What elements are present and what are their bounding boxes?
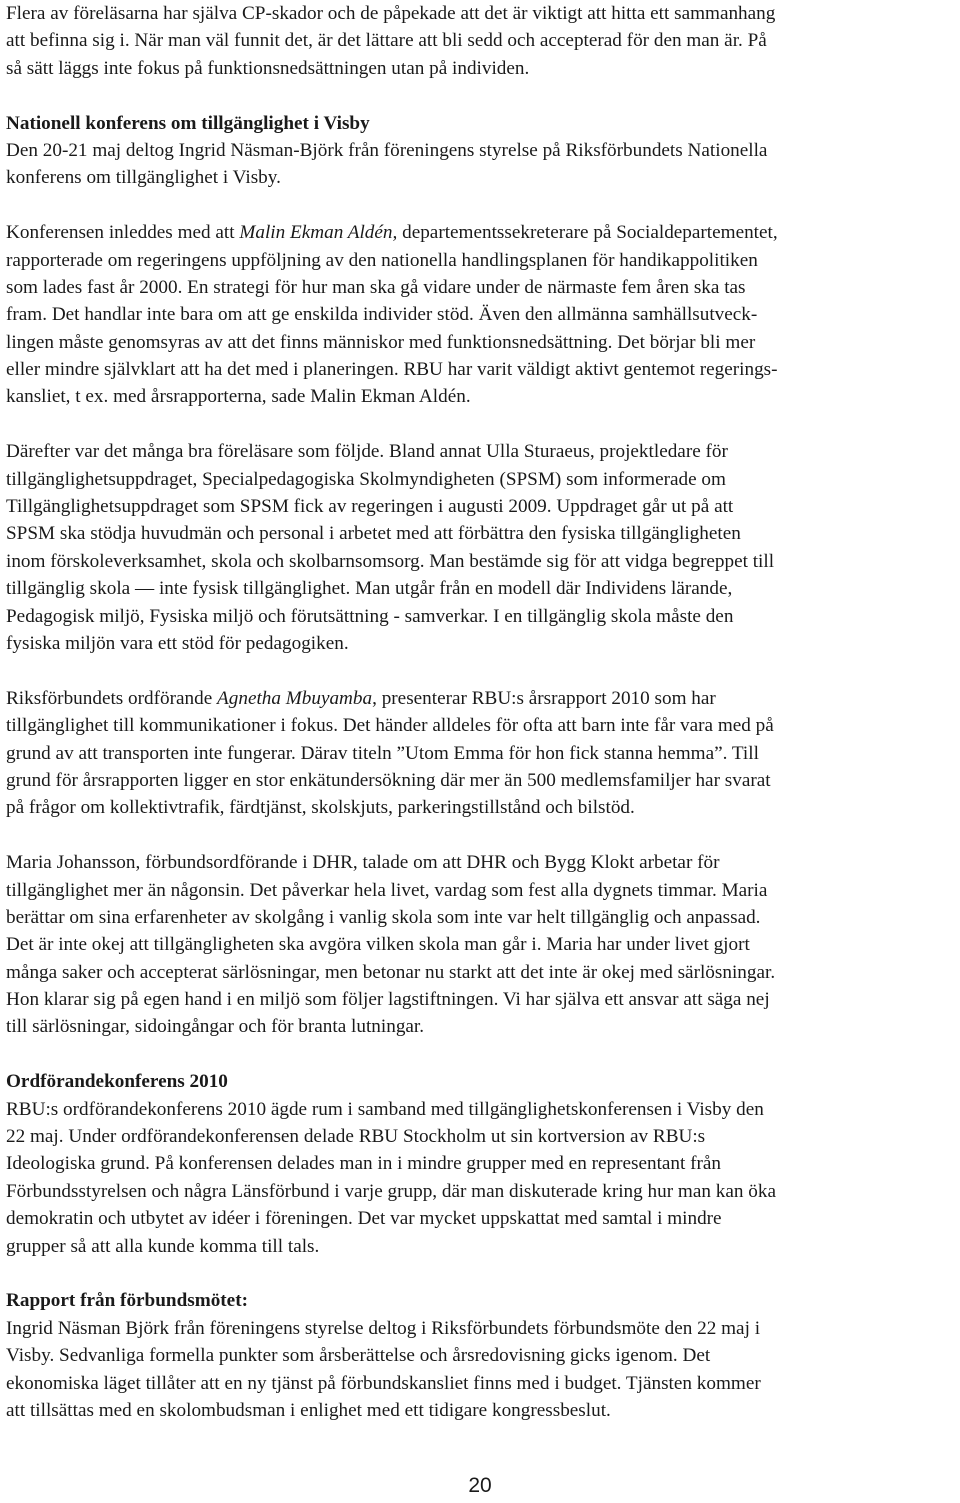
person-name: Malin Ekman Aldén, — [239, 222, 398, 244]
text-line: inom förskoleverksamhet, skola och skolbarnsomsorg. Man bestämde sig för att vidga begreppet till — [6, 550, 775, 572]
text-line: att tillsättas med en skolombudsman i enlighet med ett tidigare kongressbeslut. — [6, 1399, 611, 1421]
text-segment: Riksförbundets ordförande — [6, 687, 218, 709]
text-line: eller mindre självklart att ha det med i planeringen. RBU har varit väldigt aktivt gentemot regerings- — [6, 359, 778, 381]
text-line: tillgänglighet till kommunikationer i fokus. Det händer alldeles för ofta att barn inte får vara med på — [6, 715, 774, 737]
text-line: att befinna sig i. När man väl funnit det, är det lättare att bli sedd och accepterad för den man är. På — [6, 30, 767, 52]
text-line: fram. Det handlar inte bara om att ge enskilda individer stöd. Även den allmänna samhällsutveck- — [6, 304, 758, 326]
paragraph-gap — [6, 822, 956, 849]
text-line: ekonomiska läget tillåter att en ny tjänst på förbundskansliet finns med i budget. Tjänsten kommer — [6, 1372, 761, 1394]
text-segment: , presenterar RBU:s årsrapport 2010 som har — [372, 687, 716, 709]
text-line: Förbundsstyrelsen och några Länsförbund i varje grupp, där man diskuterade kring hur man kan öka — [6, 1180, 776, 1202]
text-line: tillgänglighetsuppdraget, Specialpedagogiska Skolmyndigheten (SPSM) som informerade om — [6, 468, 726, 490]
document-body — [6, 0, 956, 1424]
paragraph-gap — [6, 657, 956, 684]
paragraph-gap — [6, 192, 956, 219]
text-line: så sätt läggs inte fokus på funktionsnedsättningen utan på individen. — [6, 57, 530, 79]
paragraph-gap — [6, 82, 956, 109]
visby-paragraph-3 — [6, 438, 956, 657]
text-line — [6, 219, 956, 246]
text-line: konferens om tillgänglighet i Visby. — [6, 167, 281, 189]
text-line: kansliet, t ex. med årsrapporterna, sade Malin Ekman Aldén. — [6, 386, 471, 408]
ordforande-heading: Ordförandekonferens 2010 — [6, 1071, 228, 1093]
text-line: Pedagogisk miljö, Fysiska miljö och förutsättning - samverkar. I en tillgänglig skola måste den — [6, 605, 734, 627]
person-name: Agnetha Mbuyamba — [217, 687, 373, 709]
text-line: fysiska miljön vara ett stöd för pedagogiken. — [6, 632, 349, 654]
text-line: Flera av föreläsarna har själva CP-skador och de påpekade att det är viktigt att hitta ett sammanhang — [6, 3, 776, 24]
intro-paragraph — [6, 0, 956, 82]
text-line: Tillgänglighetsuppdraget som SPSM fick av regeringen i augusti 2009. Uppdraget går ut på att — [6, 496, 734, 518]
text-line: berättar om sina erfarenheter av skolgång i vanlig skola som inte var helt tillgänglig och anpassad. — [6, 906, 761, 928]
text-line: Ingrid Näsman Björk från föreningens styrelse deltog i Riksförbundets förbundsmöte den 22 maj i — [6, 1317, 761, 1339]
text-segment: Konferensen inleddes med att — [6, 222, 240, 244]
visby-paragraph-5 — [6, 849, 956, 1041]
visby-paragraph-2 — [6, 219, 956, 411]
text-segment: departementssekreterare på Socialdepartementet, — [397, 222, 778, 244]
text-line: tillgänglighet mer än någonsin. Det påverkar hela livet, vardag som fest alla dygnets timmar. Maria — [6, 879, 768, 901]
visby-paragraph-4 — [6, 685, 956, 822]
text-line: lingen måste genomsyras av att det finns människor med funktionsnedsättning. Det börjar bli mer — [6, 331, 756, 353]
page-number: 20 — [468, 1474, 492, 1497]
text-line: grund av att transporten inte fungerar. Därav titeln ”Utom Emma för hon fick stanna hemma”. Till — [6, 742, 759, 764]
ordforande-paragraph — [6, 1096, 956, 1260]
text-line: Det är inte okej att tillgängligheten ska avgöra vilken skola man går i. Maria har under livet gjort — [6, 934, 750, 956]
ordforande-section — [6, 1068, 956, 1260]
text-line: 22 maj. Under ordförandekonferensen delade RBU Stockholm ut sin kortversion av RBU:s — [6, 1126, 706, 1148]
text-line: på frågor om kollektivtrafik, färdtjänst, skolskjuts, parkeringstillstånd och bilstöd. — [6, 797, 635, 819]
visby-section — [6, 110, 956, 1041]
text-line: Den 20-21 maj deltog Ingrid Näsman-Björk från föreningens styrelse på Riksförbundets Nationella — [6, 139, 768, 161]
text-line: Maria Johansson, förbundsordförande i DHR, talade om att DHR och Bygg Klokt arbetar för — [6, 852, 720, 874]
text-line: Hon klarar sig på egen hand i en miljö som följer lagstiftningen. Vi har själva ett ansvar att säga nej — [6, 989, 770, 1011]
visby-heading: Nationell konferens om tillgänglighet i Visby — [6, 112, 370, 134]
text-line: RBU:s ordförandekonferens 2010 ägde rum i samband med tillgänglighetskonferensen i Visby den — [6, 1098, 764, 1120]
paragraph-gap — [6, 411, 956, 438]
text-line: Därefter var det många bra föreläsare som följde. Bland annat Ulla Sturaeus, projektledare för — [6, 441, 728, 463]
text-line: Ideologiska grund. På konferensen delades man in i mindre grupper med en representant från — [6, 1153, 722, 1175]
text-line: många saker och accepterat särlösningar, men betonar nu starkt att det inte är okej med särlösningar. — [6, 961, 776, 983]
text-line: SPSM ska stödja huvudmän och personal i arbetet med att förbättra den fysiska tillgängligheten — [6, 523, 741, 545]
rapport-section — [6, 1287, 956, 1424]
rapport-heading: Rapport från förbundsmötet: — [6, 1290, 248, 1312]
text-line: grupper så att alla kunde komma till tals. — [6, 1235, 320, 1257]
text-line: demokratin och utbytet av idéer i föreningen. Det var mycket uppskattat med samtal i mindre — [6, 1208, 722, 1230]
text-line: tillgänglig skola — inte fysisk tillgänglighet. Man utgår från en modell där Individens lärande, — [6, 578, 733, 600]
text-line — [6, 685, 956, 712]
text-line: Visby. Sedvanliga formella punkter som årsberättelse och årsredovisning gicks igenom. Det — [6, 1345, 711, 1367]
text-line: som lades fast år 2000. En strategi för hur man ska gå vidare under de närmaste fem åren ska tas — [6, 276, 746, 298]
text-line: rapporterade om regeringens uppföljning av den nationella handlingsplanen för handikappolitiken — [6, 249, 758, 271]
text-line: till särlösningar, sidoingångar och för branta lutningar. — [6, 1016, 425, 1038]
visby-paragraph-1 — [6, 137, 956, 192]
paragraph-gap — [6, 1041, 956, 1068]
paragraph-gap — [6, 1260, 956, 1287]
text-line: grund för årsrapporten ligger en stor enkätundersökning där mer än 500 medlemsfamiljer har svarat — [6, 769, 771, 791]
rapport-paragraph — [6, 1315, 956, 1425]
